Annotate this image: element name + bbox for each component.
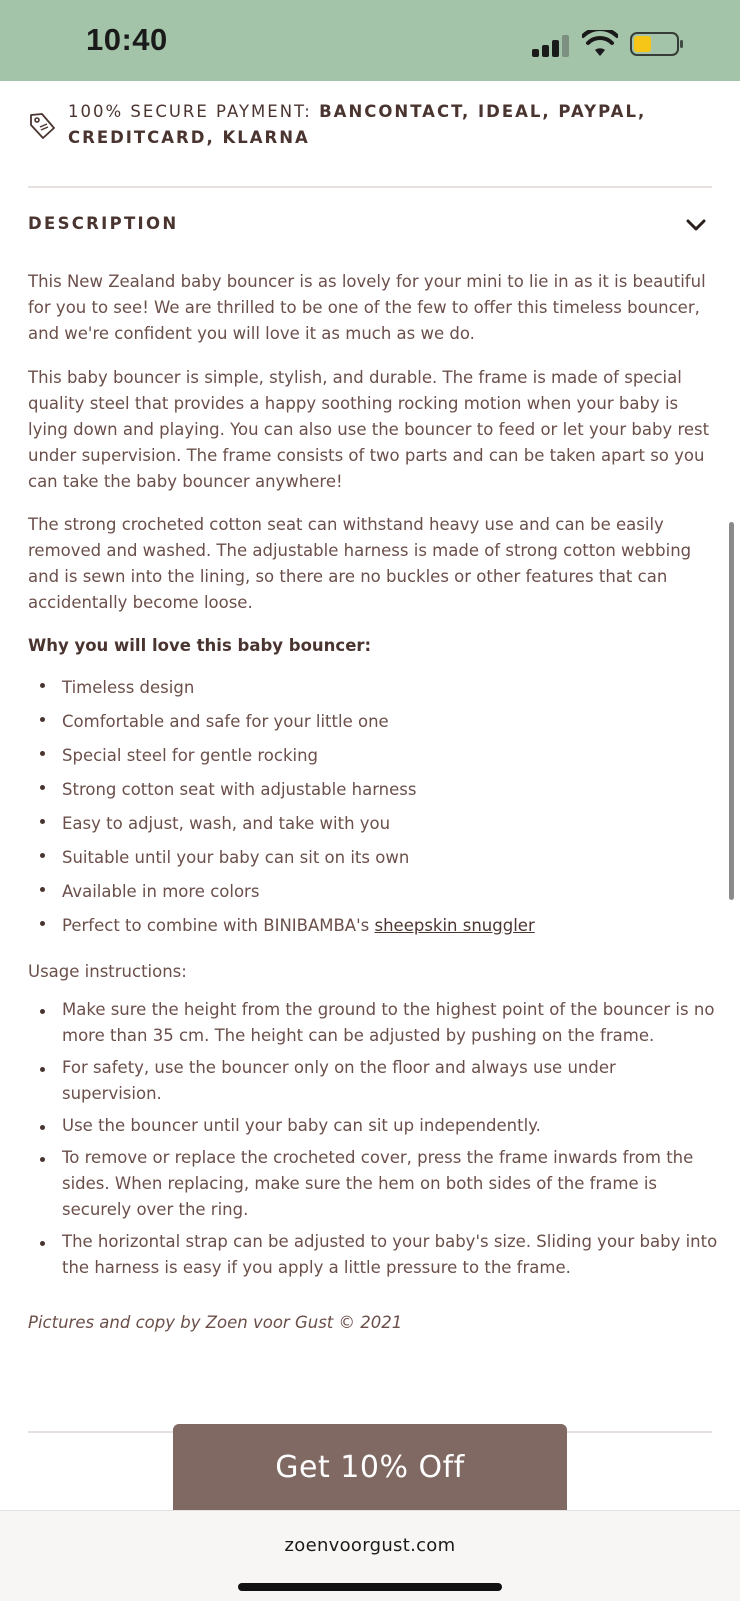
status-bar <box>0 0 740 81</box>
payment-methods: BANCONTACT, IDEAL, PAYPAL, CREDITCARD, KLARNA <box>68 102 647 147</box>
features-list <box>28 671 718 943</box>
paragraph: The strong crocheted cotton seat can withstand heavy use and can be easily removed and washed. The adjustable harness is made of strong cotton webbing and is sewn into the lining, so there are no buckles or other features that can accidentally become loose. <box>28 515 692 612</box>
chevron-down-icon[interactable] <box>686 218 706 232</box>
scrollbar[interactable] <box>729 522 734 900</box>
list-item: The horizontal strap can be adjusted to your baby's size. Sliding your baby into the harness is easy if you apply a little pressure to the frame. <box>28 1229 718 1281</box>
features-list-block <box>28 671 718 943</box>
home-indicator[interactable] <box>238 1583 502 1591</box>
description-title: DESCRIPTION <box>28 214 179 233</box>
url-text[interactable]: zoenvoorgust.com <box>284 1535 456 1556</box>
list-item: Special steel for gentle rocking <box>28 739 718 773</box>
sheepskin-snuggler-link[interactable]: sheepskin snuggler <box>374 916 535 935</box>
list-item: For safety, use the bouncer only on the floor and always use under supervision. <box>28 1055 718 1107</box>
list-item: Easy to adjust, wash, and take with you <box>28 807 718 841</box>
list-item <box>28 909 718 943</box>
list-item: Timeless design <box>28 671 718 705</box>
usage-heading: Usage instructions: <box>28 962 187 981</box>
get-discount-button[interactable]: Get 10% Off <box>173 1424 567 1510</box>
divider <box>28 186 712 188</box>
description-accordion-header[interactable] <box>28 214 712 244</box>
credit-block <box>28 1310 718 1336</box>
feature-text: Perfect to combine with BINIBAMBA's <box>62 916 375 935</box>
battery-icon <box>630 32 684 56</box>
list-item: Use the bouncer until your baby can sit up independently. <box>28 1113 718 1139</box>
usage-list <box>28 997 718 1281</box>
browser-address-bar[interactable] <box>0 1510 740 1601</box>
usage-heading-block <box>28 959 718 985</box>
paragraph: This baby bouncer is simple, stylish, and durable. The frame is made of special quality steel that provides a happy soothing rocking motion when your baby is lying down and playing. You can also use the bouncer to feed or let your baby rest under supervision. The frame consists of two parts and can be taken apart so you can take the baby bouncer anywhere! <box>28 368 710 491</box>
list-item: Suitable until your baby can sit on its own <box>28 841 718 875</box>
description-paragraph-1 <box>28 269 718 347</box>
list-item: Comfortable and safe for your little one <box>28 705 718 739</box>
list-item: To remove or replace the crocheted cover, press the frame inwards from the sides. When replacing, make sure the hem on both sides of the frame is securely over the ring. <box>28 1145 718 1223</box>
price-tag-icon <box>28 111 56 141</box>
description-paragraph-2 <box>28 365 718 495</box>
why-heading: Why you will love this baby bouncer: <box>28 636 372 655</box>
status-time: 10:40 <box>86 22 168 57</box>
secure-payment-prefix: 100% SECURE PAYMENT: <box>68 102 312 121</box>
why-heading-block <box>28 633 718 659</box>
usage-list-block <box>28 997 718 1281</box>
list-item: Available in more colors <box>28 875 718 909</box>
credit-text: Pictures and copy by Zoen voor Gust © 2021 <box>28 1313 403 1332</box>
wifi-icon <box>582 30 618 58</box>
paragraph: This New Zealand baby bouncer is as lovely for your mini to lie in as it is beautiful for you to see! We are thrilled to be one of the few to offer this timeless bouncer, and we're confident you will love it as much as we do. <box>28 272 706 343</box>
secure-payment-text <box>68 99 708 151</box>
list-item: Strong cotton seat with adjustable harness <box>28 773 718 807</box>
list-item: Make sure the height from the ground to the highest point of the bouncer is no more than 35 cm. The height can be adjusted by pushing on the frame. <box>28 997 718 1049</box>
cellular-signal-icon <box>532 33 572 57</box>
description-paragraph-3 <box>28 512 718 616</box>
